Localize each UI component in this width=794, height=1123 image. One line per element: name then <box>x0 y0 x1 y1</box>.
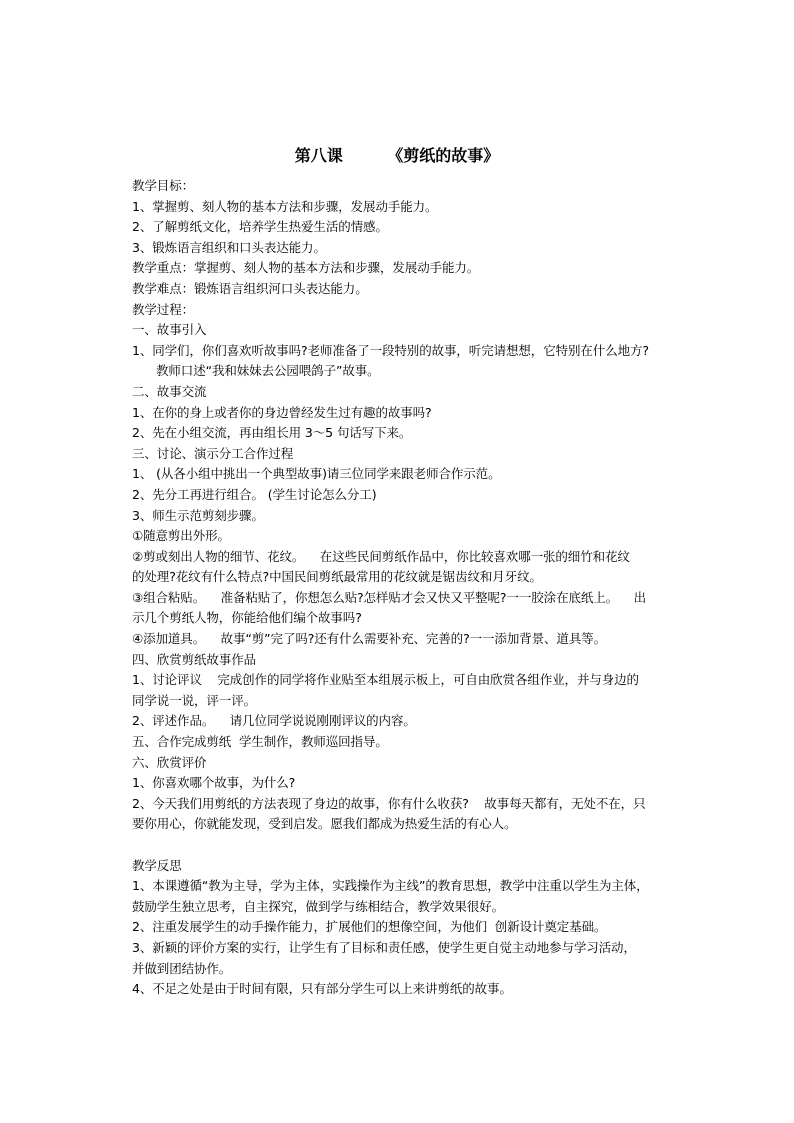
blank-line <box>132 835 712 856</box>
text-line: 要你用心，你就能发现，受到启发。愿我们都成为热爱生活的有心人。 <box>132 816 517 832</box>
text-line: 的处理?花纹有什么特点?中国民间剪纸最常用的花纹就是锯齿纹和月牙纹。 <box>132 569 542 585</box>
text-line: 教学难点：锻炼语言组织河口头表达能力。 <box>132 280 368 296</box>
text-line: 六、欣赏评价 <box>132 754 207 770</box>
text-line: 鼓励学生独立思考，自主探究，做到学与练相结合，教学效果很好。 <box>132 898 505 914</box>
text-line: 2、了解剪纸文化，培养学生热爱生活的情感。 <box>132 219 388 235</box>
text-line: ①随意剪出外形。 <box>132 528 230 544</box>
text-line: 1、你喜欢哪个故事，为什么? <box>132 775 296 791</box>
text-line: 2、评述作品。 请几位同学说说刚刚评议的内容。 <box>132 713 416 729</box>
text-line: ②剪或刻出人物的细节、花纹。 在这些民间剪纸作品中，你比较喜欢哪一张的细竹和花纹 <box>132 548 630 564</box>
text-line: 3、师生示范剪刻步骤。 <box>132 507 264 523</box>
document-body <box>132 176 712 1000</box>
text-line: 教师口述“我和妹妹去公园喂鸽子”故事。 <box>156 363 380 379</box>
text-line: 4、不足之处是由于时间有限，只有部分学生可以上来讲剪纸的故事。 <box>132 981 512 997</box>
text-line: 二、故事交流 <box>132 383 207 399</box>
text-line: 并做到团结协作。 <box>132 960 232 976</box>
text-line: 一、故事引入 <box>132 322 207 338</box>
text-line: 1、本课遵循“教为主导，学为主体，实践操作为主线”的教育思想，教学中注重以学生为主体， <box>132 878 649 894</box>
text-line: 教学反思 <box>132 857 182 873</box>
text-line: ③组合粘贴。 准备粘贴了，你想怎么贴?怎样贴才会又快又平整呢?一一胶涂在底纸上。 出 <box>132 589 646 605</box>
text-line: 1、掌握剪、刻人物的基本方法和步骤，发展动手能力。 <box>132 198 438 214</box>
text-line: 教学过程： <box>132 301 195 317</box>
text-line: 2、先在小组交流，再由组长用 3～5 句话写下来。 <box>132 425 412 441</box>
text-line: 四、欣赏剪纸故事作品 <box>132 651 257 667</box>
text-line: 教学重点：掌握剪、刻人物的基本方法和步骤，发展动手能力。 <box>132 260 480 276</box>
text-line: 2、今天我们用剪纸的方法表现了身边的故事，你有什么收获? 故事每天都有，无处不在，只 <box>132 795 646 811</box>
text-line: 同学说一说，评一评。 <box>132 692 257 708</box>
text-line: 1、在你的身上或者你的身边曾经发生过有趣的故事吗? <box>132 404 432 420</box>
text-line: 3、新颖的评价方案的实行，让学生有了目标和责任感，使学生更自觉主动地参与学习活动， <box>132 939 636 955</box>
text-line: 1、 (从各小组中挑出一个典型故事)请三位同学来跟老师合作示范。 <box>132 466 501 482</box>
text-line: 2、先分工再进行组合。 (学生讨论怎么分工) <box>132 486 377 502</box>
text-line: 1、讨论评议 完成创作的同学将作业贴至本组展示板上，可自由欣赏各组作业，并与身边的 <box>132 672 639 688</box>
text-line: 示几个剪纸人物，你能给他们编个故事吗? <box>132 610 362 626</box>
text-line: 教学目标： <box>132 178 195 193</box>
text-line: 2、注重发展学生的动手操作能力，扩展他们的想像空间，为他们 创新设计奠定基础。 <box>132 919 607 935</box>
text-line: 五、合作完成剪纸 学生制作，教师巡回指导。 <box>132 734 388 750</box>
page-title: 第八课 《剪纸的故事》 <box>294 146 500 165</box>
text-line: 1、同学们，你们喜欢听故事吗?老师准备了一段特别的故事，听完请想想，它特别在什么地方? <box>132 342 649 358</box>
text-line: ④添加道具。 故事“剪”完了吗?还有什么需要补充、完善的?一一添加背景、道具等。 <box>132 631 607 647</box>
text-line: 三、讨论、演示分工合作过程 <box>132 445 294 461</box>
text-line: 3、锻炼语言组织和口头表达能力。 <box>132 239 326 255</box>
